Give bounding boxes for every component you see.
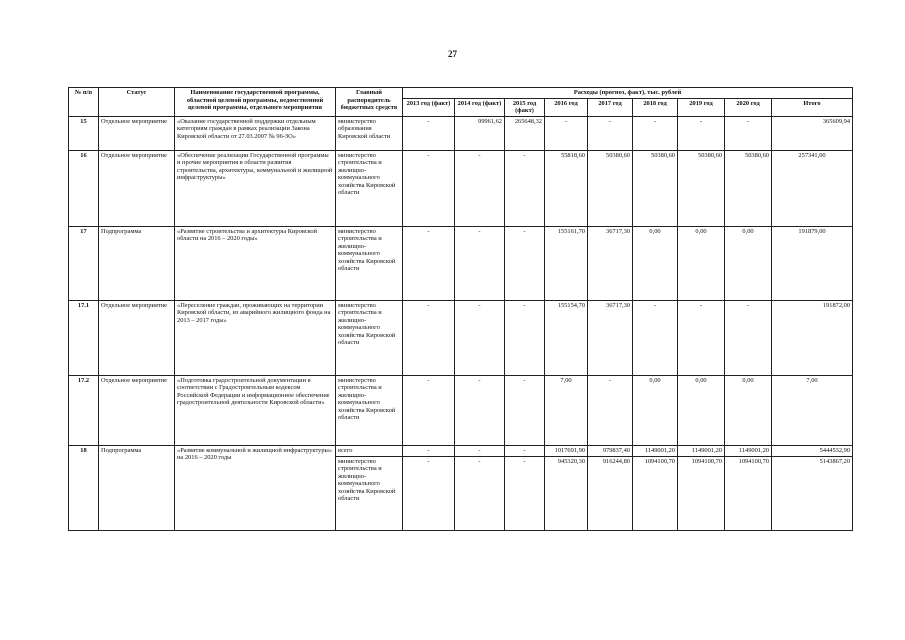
cell-2017: 979837,40 xyxy=(588,445,633,456)
header-org: Главный распорядитель бюджетных средств xyxy=(336,88,403,117)
cell-2015: - xyxy=(505,226,545,300)
row-org-total: всего xyxy=(336,445,403,456)
cell-2015: 265648,32 xyxy=(505,116,545,150)
cell-2016: 945320,30 xyxy=(545,456,588,530)
row-org: министерство строительства и жилищно-коммунального хозяйства Кировской области xyxy=(336,456,403,530)
row-status: Отдельное мероприятие xyxy=(99,300,175,375)
table-row xyxy=(69,375,853,445)
cell-2018: 0,00 xyxy=(633,226,678,300)
cell-2013: - xyxy=(403,150,455,226)
cell-2015: - xyxy=(505,300,545,375)
row-org: министерство строительства и жилищно-коммунального хозяйства Кировской области xyxy=(336,226,403,300)
cell-2014: - xyxy=(455,226,505,300)
table-row xyxy=(69,116,853,150)
cell-2019: - xyxy=(678,300,725,375)
table-row xyxy=(69,150,853,226)
header-2013: 2013 год (факт) xyxy=(403,98,455,116)
header-expenses: Расходы (прогноз, факт), тыс. рублей xyxy=(403,88,853,99)
row-num: 17.1 xyxy=(69,300,99,375)
row-name: «Подготовка градостроительной документации в соответствии с Градостроительным кодексом Российской Федерации и информационное обеспечение градостроительной деятельности Кировской области» xyxy=(175,375,336,445)
cell-2013: - xyxy=(403,116,455,150)
cell-2018: 0,00 xyxy=(633,375,678,445)
cell-2015: - xyxy=(505,150,545,226)
cell-total: 191872,00 xyxy=(772,300,853,375)
header-2020: 2020 год xyxy=(725,98,772,116)
cell-2019: - xyxy=(678,116,725,150)
budget-table xyxy=(68,87,853,531)
header-num: № п/п xyxy=(69,88,99,117)
cell-2014: - xyxy=(455,375,505,445)
cell-2015: - xyxy=(505,445,545,456)
cell-2020: 1149001,20 xyxy=(725,445,772,456)
row-org: министерство образования Кировской области xyxy=(336,116,403,150)
cell-2013: - xyxy=(403,445,455,456)
cell-2018: 1149001,20 xyxy=(633,445,678,456)
cell-2013: - xyxy=(403,226,455,300)
cell-2017: 36717,30 xyxy=(588,300,633,375)
cell-2014: 99961,62 xyxy=(455,116,505,150)
header-2018: 2018 год xyxy=(633,98,678,116)
row-status: Отдельное мероприятие xyxy=(99,375,175,445)
cell-2019: 50380,60 xyxy=(678,150,725,226)
cell-2018: - xyxy=(633,116,678,150)
header-2017: 2017 год xyxy=(588,98,633,116)
cell-2020: 1094100,70 xyxy=(725,456,772,530)
header-name: Наименование государственной программы, областной целевой программы, ведомственной целевой программы, отдельного мероприятия xyxy=(175,88,336,117)
cell-2016: 1017691,90 xyxy=(545,445,588,456)
row-name: «Обеспечение реализации Государственной программы и прочие мероприятия в области развития строительства, архитектуры, коммунальной и жилищной инфраструктуры» xyxy=(175,150,336,226)
cell-2020: - xyxy=(725,300,772,375)
cell-2020: 0,00 xyxy=(725,375,772,445)
page-number: 27 xyxy=(448,49,457,59)
cell-2017: 916244,80 xyxy=(588,456,633,530)
row-name: «Развитие коммунальной и жилищной инфраструктуры» на 2016 – 2020 годы xyxy=(175,445,336,530)
header-2019: 2019 год xyxy=(678,98,725,116)
cell-2013: - xyxy=(403,300,455,375)
row-status: Подпрограмма xyxy=(99,226,175,300)
row-num: 18 xyxy=(69,445,99,530)
cell-2016: 155161,70 xyxy=(545,226,588,300)
row-num: 17 xyxy=(69,226,99,300)
row-org: министерство строительства и жилищно-коммунального хозяйства Кировской области xyxy=(336,375,403,445)
cell-2014: - xyxy=(455,456,505,530)
row-name: «Развитие строительства и архитектуры Кировской области на 2016 – 2020 годы» xyxy=(175,226,336,300)
row-name: «Переселение граждан, проживающих на территории Кировской области, из аварийного жилищного фонда на 2013 – 2017 годы» xyxy=(175,300,336,375)
cell-2014: - xyxy=(455,445,505,456)
cell-2019: 1094100,70 xyxy=(678,456,725,530)
cell-2018: 50380,60 xyxy=(633,150,678,226)
cell-total: 5143867,20 xyxy=(772,456,853,530)
cell-2016: - xyxy=(545,116,588,150)
table-row xyxy=(69,445,853,456)
cell-2018: 1094100,70 xyxy=(633,456,678,530)
cell-2017: 36717,30 xyxy=(588,226,633,300)
cell-total: 5444532,90 xyxy=(772,445,853,456)
table-row xyxy=(69,300,853,375)
row-num: 15 xyxy=(69,116,99,150)
cell-2013: - xyxy=(403,375,455,445)
row-num: 16 xyxy=(69,150,99,226)
cell-total: 7,00 xyxy=(772,375,853,445)
cell-total: 365609,94 xyxy=(772,116,853,150)
header-2016: 2016 год xyxy=(545,98,588,116)
cell-2016: 155154,70 xyxy=(545,300,588,375)
cell-2020: 50380,60 xyxy=(725,150,772,226)
cell-2014: - xyxy=(455,300,505,375)
cell-2016: 7,00 xyxy=(545,375,588,445)
cell-2020: 0,00 xyxy=(725,226,772,300)
cell-2015: - xyxy=(505,375,545,445)
table-row xyxy=(69,226,853,300)
cell-2017: - xyxy=(588,116,633,150)
row-name: «Оказание государственной поддержки отдельным категориям граждан в рамках реализации Закона Кировской области от 27.03.2007 № 96-ЗО» xyxy=(175,116,336,150)
cell-2019: 0,00 xyxy=(678,375,725,445)
cell-total: 257341,00 xyxy=(772,150,853,226)
header-2015: 2015 год (факт) xyxy=(505,98,545,116)
row-num: 17.2 xyxy=(69,375,99,445)
row-status: Отдельное мероприятие xyxy=(99,150,175,226)
cell-2018: - xyxy=(633,300,678,375)
cell-2019: 0,00 xyxy=(678,226,725,300)
cell-2017: - xyxy=(588,375,633,445)
row-status: Подпрограмма xyxy=(99,445,175,530)
header-status: Статус xyxy=(99,88,175,117)
cell-2015: - xyxy=(505,456,545,530)
cell-2016: 55818,60 xyxy=(545,150,588,226)
cell-2013: - xyxy=(403,456,455,530)
row-org: министерство строительства и жилищно-коммунального хозяйства Кировской области xyxy=(336,300,403,375)
row-org: министерство строительства и жилищно-коммунального хозяйства Кировской области xyxy=(336,150,403,226)
cell-2017: 50380,60 xyxy=(588,150,633,226)
header-2014: 2014 год (факт) xyxy=(455,98,505,116)
row-status: Отдельное мероприятие xyxy=(99,116,175,150)
header-total: Итого xyxy=(772,98,853,116)
cell-total: 191879,00 xyxy=(772,226,853,300)
cell-2019: 1149001,20 xyxy=(678,445,725,456)
cell-2020: - xyxy=(725,116,772,150)
table-header xyxy=(69,88,853,117)
cell-2014: - xyxy=(455,150,505,226)
